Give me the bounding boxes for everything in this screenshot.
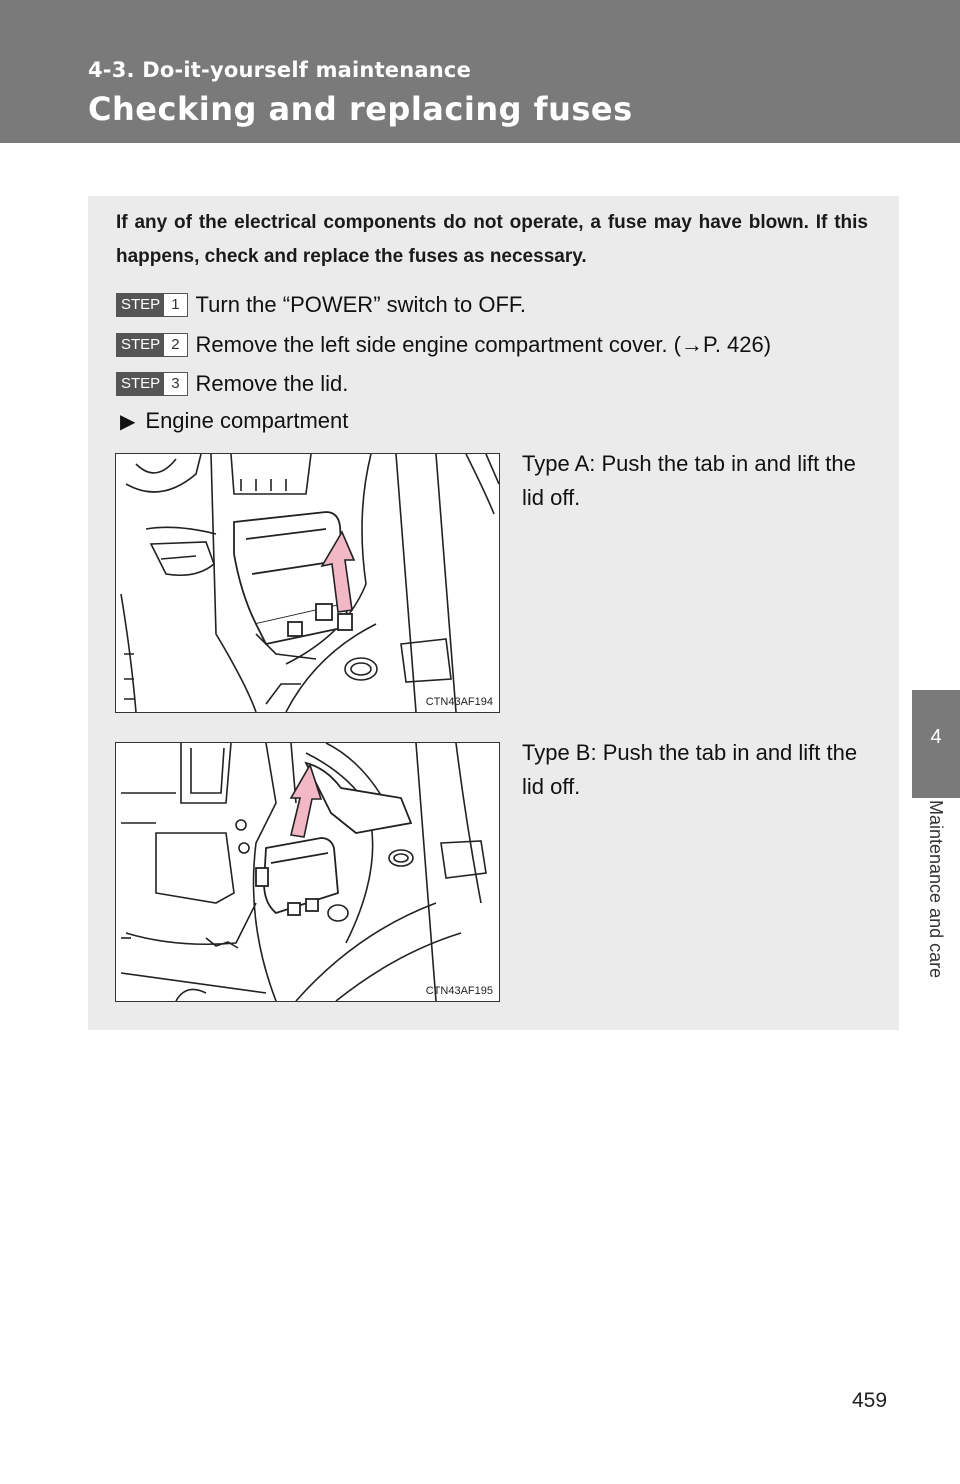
figure-code: CTN43AF194 bbox=[425, 696, 493, 708]
figure-caption-b: Type B: Push the tab in and lift the lid off. bbox=[522, 740, 858, 799]
figure-code: CTN43AF195 bbox=[425, 985, 493, 997]
intro-text: If any of the electrical components do not operate, a fuse may have blown. If this happens, check and replace the fuses as necessary. bbox=[116, 212, 868, 267]
step-text: Remove the lid. bbox=[195, 371, 349, 396]
engine-illustration-type-b bbox=[116, 743, 499, 1001]
chapter-number: 4 bbox=[930, 726, 942, 748]
step-text: Remove the left side engine compartment cover. (→P. 426) bbox=[195, 332, 772, 357]
figure-type-a bbox=[115, 453, 500, 713]
header-band bbox=[0, 0, 960, 143]
step-3 bbox=[116, 369, 348, 399]
step-text: Turn the “POWER” switch to OFF. bbox=[195, 292, 526, 317]
engine-illustration-type-a bbox=[116, 454, 499, 712]
figure-caption-a: Type A: Push the tab in and lift the lid off. bbox=[522, 451, 856, 510]
page-title: Checking and replacing fuses bbox=[88, 90, 633, 128]
page-number: 459 bbox=[852, 1389, 888, 1412]
chapter-tab[interactable] bbox=[912, 690, 960, 798]
step-badge: STEP 1 bbox=[116, 293, 188, 317]
step-badge: STEP 3 bbox=[116, 372, 188, 396]
chapter-title: Maintenance and care bbox=[926, 800, 946, 979]
figure-type-b bbox=[115, 742, 500, 1002]
bullet-text: Engine compartment bbox=[145, 408, 349, 433]
section-label: 4-3. Do-it-yourself maintenance bbox=[88, 58, 472, 82]
triangle-bullet-icon: ▶ bbox=[120, 410, 136, 433]
step-2 bbox=[116, 330, 771, 360]
bullet-item bbox=[120, 408, 348, 434]
step-badge: STEP 2 bbox=[116, 333, 188, 357]
step-1 bbox=[116, 290, 526, 320]
